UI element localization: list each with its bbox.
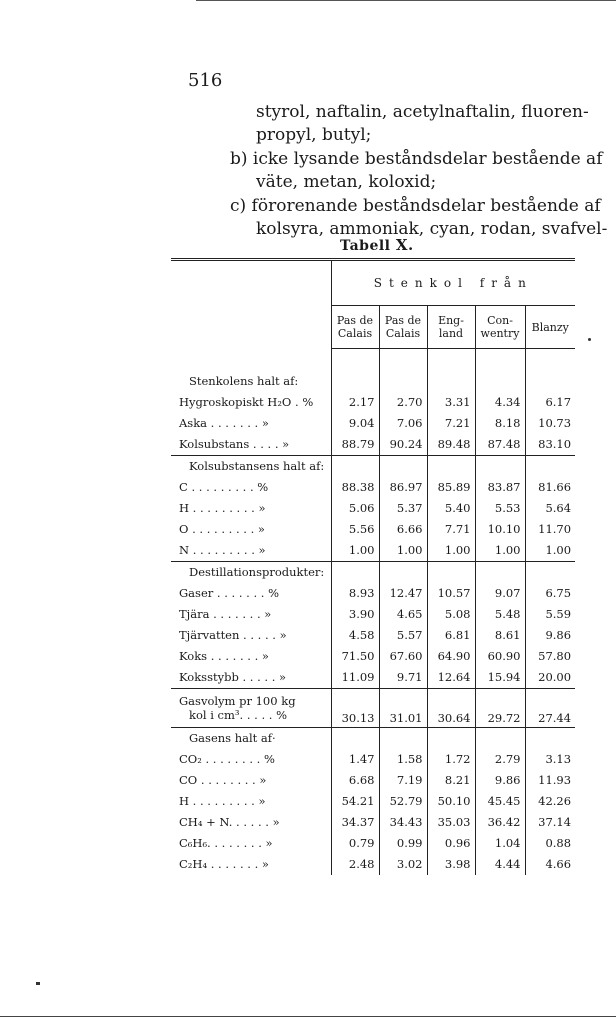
value-cell: 0.88 xyxy=(525,833,575,854)
value-cell: 11.09 xyxy=(331,667,379,689)
value-cell: 7.06 xyxy=(379,413,427,434)
section-header-row xyxy=(171,371,575,392)
value-cell: 7.21 xyxy=(427,413,475,434)
column-header xyxy=(525,306,575,349)
value-cell: 1.00 xyxy=(379,540,427,562)
column-header-line: wentry xyxy=(480,327,520,340)
value-cell: 4.66 xyxy=(525,854,575,875)
value-cell: 1.04 xyxy=(475,833,525,854)
table-row xyxy=(171,392,575,413)
value-cell: 3.02 xyxy=(379,854,427,875)
value-cell: 1.00 xyxy=(427,540,475,562)
column-header-line: Con- xyxy=(487,314,513,327)
header-row xyxy=(171,260,575,306)
value-cell: 4.34 xyxy=(475,392,525,413)
value-cell: 88.38 xyxy=(331,477,379,498)
spacer-cell xyxy=(379,349,427,371)
value-cell: 5.64 xyxy=(525,498,575,519)
empty-cell xyxy=(331,455,379,477)
value-cell: 11.70 xyxy=(525,519,575,540)
prose-block xyxy=(230,101,608,241)
value-cell: 52.79 xyxy=(379,791,427,812)
row-label: CH₄ + N. . . . . . » xyxy=(179,815,280,829)
data-table xyxy=(171,258,575,875)
value-cell: 2.48 xyxy=(331,854,379,875)
empty-cell xyxy=(475,371,525,392)
row-label-line: kol i cm³. . . . . % xyxy=(189,707,287,722)
section-title: Gasens halt af· xyxy=(171,727,331,749)
group-header: Stenkol från xyxy=(331,260,575,306)
section-title: Stenkolens halt af: xyxy=(189,374,299,388)
table-row xyxy=(171,833,575,854)
spacer-cell xyxy=(525,349,575,371)
row-label: Koksstybb . . . . . » xyxy=(179,670,287,684)
value-cell: 8.93 xyxy=(331,583,379,604)
empty-cell xyxy=(427,561,475,583)
empty-cell xyxy=(379,371,427,392)
value-cell: 27.44 xyxy=(525,688,575,727)
value-cell: 6.66 xyxy=(379,519,427,540)
prose-line: propyl, butyl; xyxy=(256,125,372,146)
row-label: Tjära . . . . . . . » xyxy=(179,607,272,621)
row-label: CO₂ . . . . . . . . % xyxy=(179,752,275,766)
value-cell: 5.57 xyxy=(379,625,427,646)
top-rule xyxy=(196,0,616,1)
value-cell: 5.48 xyxy=(475,604,525,625)
value-cell: 5.37 xyxy=(379,498,427,519)
column-header-line: land xyxy=(438,327,464,340)
value-cell: 10.10 xyxy=(475,519,525,540)
row-label: Gaser . . . . . . . % xyxy=(179,586,280,600)
column-header xyxy=(475,306,525,349)
table-row xyxy=(171,540,575,562)
value-cell: 9.86 xyxy=(475,770,525,791)
spacer-cell xyxy=(171,349,331,371)
empty-cell xyxy=(379,727,427,749)
value-cell: 85.89 xyxy=(427,477,475,498)
empty-cell xyxy=(475,455,525,477)
value-cell: 0.96 xyxy=(427,833,475,854)
value-cell: 15.94 xyxy=(475,667,525,689)
value-cell: 10.73 xyxy=(525,413,575,434)
row-label: C₆H₆. . . . . . . . » xyxy=(179,836,273,850)
empty-cell xyxy=(475,561,525,583)
spacer-cell xyxy=(331,349,379,371)
value-cell: 11.93 xyxy=(525,770,575,791)
empty-cell xyxy=(525,455,575,477)
value-cell: 5.56 xyxy=(331,519,379,540)
table-row xyxy=(171,812,575,833)
row-label: H . . . . . . . . . » xyxy=(179,794,266,808)
value-cell: 67.60 xyxy=(379,646,427,667)
value-cell: 86.97 xyxy=(379,477,427,498)
table-title-number: X. xyxy=(395,236,414,254)
value-cell: 9.04 xyxy=(331,413,379,434)
empty-cell xyxy=(427,455,475,477)
prose-line: styrol, naftalin, acetylnaftalin, fluoren- xyxy=(256,102,589,122)
empty-cell xyxy=(331,371,379,392)
row-label: C₂H₄ . . . . . . . » xyxy=(179,857,269,871)
value-cell: 34.43 xyxy=(379,812,427,833)
value-cell: 83.87 xyxy=(475,477,525,498)
table-row xyxy=(171,667,575,689)
empty-cell xyxy=(475,727,525,749)
value-cell: 4.65 xyxy=(379,604,427,625)
value-cell: 0.99 xyxy=(379,833,427,854)
value-cell: 35.03 xyxy=(427,812,475,833)
value-cell: 31.01 xyxy=(379,688,427,727)
value-cell: 6.17 xyxy=(525,392,575,413)
value-cell: 8.21 xyxy=(427,770,475,791)
row-label: Aska . . . . . . . » xyxy=(179,416,269,430)
value-cell: 12.64 xyxy=(427,667,475,689)
value-cell: 42.26 xyxy=(525,791,575,812)
value-cell: 3.13 xyxy=(525,749,575,770)
value-cell: 1.00 xyxy=(525,540,575,562)
spacer-cell xyxy=(427,349,475,371)
column-header-line: Calais xyxy=(337,327,373,340)
value-cell: 5.53 xyxy=(475,498,525,519)
value-cell: 10.57 xyxy=(427,583,475,604)
table-row xyxy=(171,498,575,519)
spacer-row xyxy=(171,349,575,371)
value-cell: 1.72 xyxy=(427,749,475,770)
value-cell: 90.24 xyxy=(379,434,427,456)
value-cell: 71.50 xyxy=(331,646,379,667)
margin-dot xyxy=(588,338,591,341)
section-title: Destillationsprodukter: xyxy=(171,561,331,583)
value-cell: 6.75 xyxy=(525,583,575,604)
value-cell: 4.58 xyxy=(331,625,379,646)
page-number: 516 xyxy=(188,70,223,91)
value-cell: 30.64 xyxy=(427,688,475,727)
value-cell: 6.81 xyxy=(427,625,475,646)
table-row xyxy=(171,583,575,604)
row-label-line: Gasvolym pr 100 kg xyxy=(179,693,296,708)
value-cell: 3.98 xyxy=(427,854,475,875)
section-header-row xyxy=(171,727,575,749)
value-cell: 1.58 xyxy=(379,749,427,770)
row-label xyxy=(171,688,331,727)
column-header-line: Pas de xyxy=(336,314,374,327)
column-header xyxy=(379,306,427,349)
value-cell: 8.18 xyxy=(475,413,525,434)
column-header-line: Pas de xyxy=(384,314,422,327)
value-cell: 6.68 xyxy=(331,770,379,791)
table-row xyxy=(171,688,575,727)
column-header xyxy=(427,306,475,349)
empty-cell xyxy=(427,371,475,392)
column-header-line: Calais xyxy=(385,327,421,340)
value-cell: 45.45 xyxy=(475,791,525,812)
column-header xyxy=(331,306,379,349)
prose-line: kolsyra, ammoniak, cyan, rodan, svafvel- xyxy=(256,218,608,239)
row-label: Tjärvatten . . . . . » xyxy=(179,628,287,642)
row-label: Hygroskopiskt H₂O . % xyxy=(179,395,314,409)
value-cell: 57.80 xyxy=(525,646,575,667)
value-cell: 5.59 xyxy=(525,604,575,625)
value-cell: 9.07 xyxy=(475,583,525,604)
value-cell: 34.37 xyxy=(331,812,379,833)
value-cell: 87.48 xyxy=(475,434,525,456)
table-row xyxy=(171,413,575,434)
empty-cell xyxy=(379,455,427,477)
empty-cell xyxy=(331,561,379,583)
value-cell: 29.72 xyxy=(475,688,525,727)
value-cell: 54.21 xyxy=(331,791,379,812)
value-cell: 12.47 xyxy=(379,583,427,604)
empty-cell xyxy=(379,561,427,583)
table-row xyxy=(171,477,575,498)
empty-cell xyxy=(525,371,575,392)
spacer-cell xyxy=(475,349,525,371)
table-row xyxy=(171,749,575,770)
table-row xyxy=(171,770,575,791)
value-cell: 9.86 xyxy=(525,625,575,646)
row-label: O . . . . . . . . . » xyxy=(179,522,265,536)
table-row xyxy=(171,604,575,625)
value-cell: 7.19 xyxy=(379,770,427,791)
value-cell: 3.90 xyxy=(331,604,379,625)
header-blank xyxy=(171,260,331,349)
value-cell: 81.66 xyxy=(525,477,575,498)
table-row xyxy=(171,519,575,540)
value-cell: 0.79 xyxy=(331,833,379,854)
row-label: C . . . . . . . . . % xyxy=(179,480,269,494)
value-cell: 20.00 xyxy=(525,667,575,689)
value-cell: 2.17 xyxy=(331,392,379,413)
empty-cell xyxy=(427,727,475,749)
row-label: CO . . . . . . . . » xyxy=(179,773,267,787)
prose-line: b) icke lysande beståndsdelar bestående af xyxy=(230,148,603,169)
table-row xyxy=(171,854,575,875)
table-title-word: Tabell xyxy=(340,238,391,254)
value-cell: 2.70 xyxy=(379,392,427,413)
row-label: H . . . . . . . . . » xyxy=(179,501,266,515)
value-cell: 7.71 xyxy=(427,519,475,540)
value-cell: 8.61 xyxy=(475,625,525,646)
section-title: Kolsubstansens halt af: xyxy=(171,455,331,477)
value-cell: 88.79 xyxy=(331,434,379,456)
value-cell: 1.47 xyxy=(331,749,379,770)
column-header-line: Blanzy xyxy=(531,320,569,334)
prose-line: väte, metan, koloxid; xyxy=(256,172,437,193)
table-row xyxy=(171,434,575,456)
table-row xyxy=(171,625,575,646)
value-cell: 30.13 xyxy=(331,688,379,727)
value-cell: 37.14 xyxy=(525,812,575,833)
section-header-row xyxy=(171,561,575,583)
empty-cell xyxy=(525,727,575,749)
value-cell: 83.10 xyxy=(525,434,575,456)
value-cell: 64.90 xyxy=(427,646,475,667)
margin-mark xyxy=(36,982,40,985)
section-header-row xyxy=(171,455,575,477)
value-cell: 89.48 xyxy=(427,434,475,456)
empty-cell xyxy=(525,561,575,583)
value-cell: 4.44 xyxy=(475,854,525,875)
value-cell: 60.90 xyxy=(475,646,525,667)
table-row xyxy=(171,646,575,667)
row-label: Koks . . . . . . . » xyxy=(179,649,269,663)
value-cell: 5.40 xyxy=(427,498,475,519)
table-row xyxy=(171,791,575,812)
row-label: N . . . . . . . . . » xyxy=(179,543,266,557)
value-cell: 5.06 xyxy=(331,498,379,519)
bottom-rule xyxy=(0,1016,616,1017)
value-cell: 5.08 xyxy=(427,604,475,625)
value-cell: 50.10 xyxy=(427,791,475,812)
value-cell: 2.79 xyxy=(475,749,525,770)
value-cell: 9.71 xyxy=(379,667,427,689)
value-cell: 1.00 xyxy=(475,540,525,562)
empty-cell xyxy=(331,727,379,749)
prose-line: c) förorenande beståndsdelar bestående af xyxy=(230,195,601,216)
value-cell: 1.00 xyxy=(331,540,379,562)
value-cell: 36.42 xyxy=(475,812,525,833)
row-label: Kolsubstans . . . . » xyxy=(179,437,290,451)
value-cell: 3.31 xyxy=(427,392,475,413)
column-header-line: Eng- xyxy=(438,314,464,327)
table-title xyxy=(340,236,414,254)
